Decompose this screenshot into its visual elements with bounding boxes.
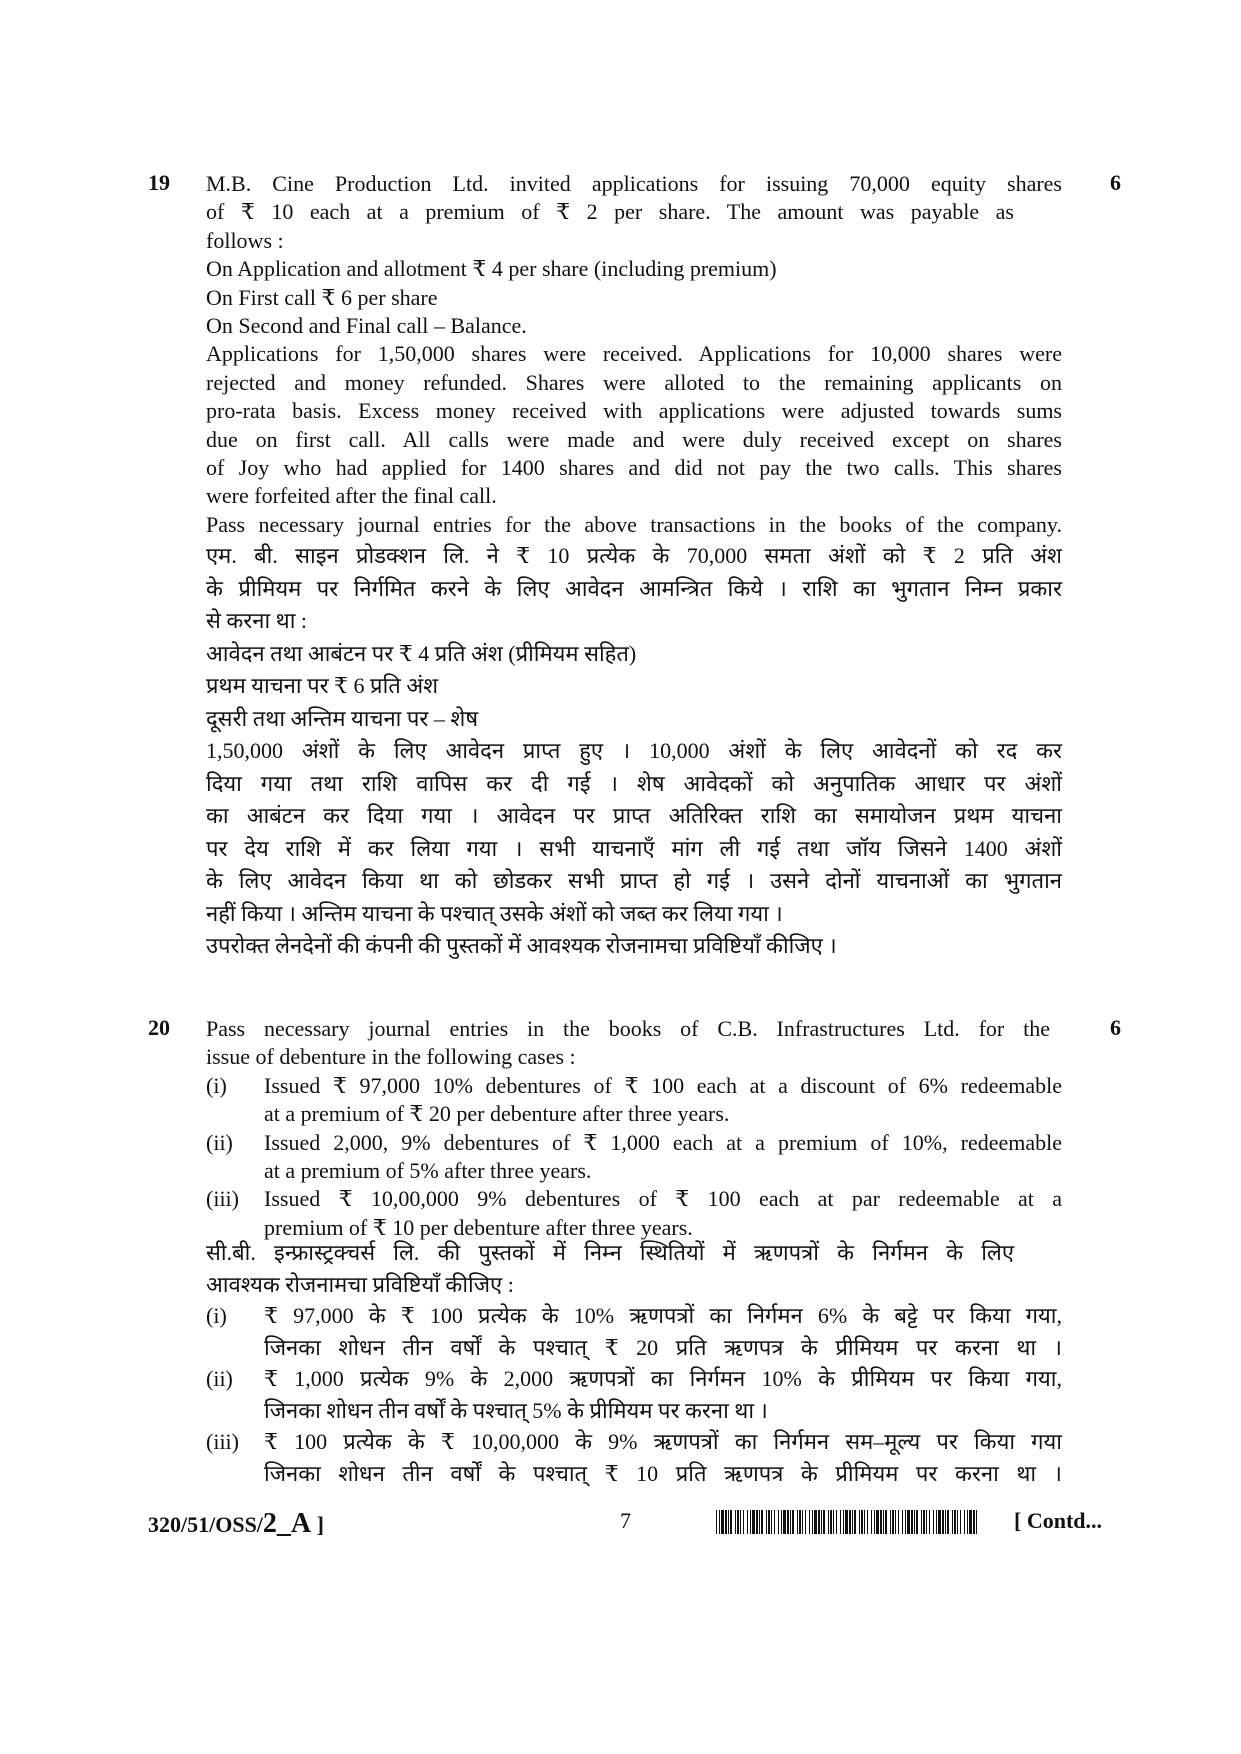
text-line: rejected and money refunded. Shares were alloted to the remaining applicants on	[206, 369, 1062, 395]
q20-hindi-text	[206, 1237, 1062, 1489]
text-line: उपरोक्त लेनदेनों की कंपनी की पुस्तकों में आवश्यक रोजनामचा प्रविष्टियाँ कीजिए ।	[206, 933, 837, 958]
text-line: का आबंटन कर दिया गया । आवेदन पर प्राप्त अतिरिक्त राशि का समायोजन प्रथम याचना	[206, 803, 1062, 828]
text-line: से करना था :	[206, 608, 308, 633]
continued-label: [ Contd...	[1014, 1508, 1103, 1533]
text-line: follows :	[206, 227, 284, 253]
q20-english-text	[206, 1015, 1062, 1242]
text-line: Pass necessary journal entries in the books of C.B. Infrastructures Ltd. for the	[206, 1016, 1050, 1041]
case-label: (iii)	[206, 1186, 239, 1212]
english-case-iii	[206, 1185, 1062, 1242]
case-label: (i)	[206, 1303, 227, 1328]
text-line: Pass necessary journal entries for the above transactions in the books of the company.	[206, 511, 1062, 537]
case-label: (iii)	[206, 1429, 239, 1454]
text-line: Issued 2,000, 9% debentures of ₹ 1,000 each at a premium of 10%, redeemable	[264, 1129, 1062, 1155]
text-line: ₹ 100 प्रत्येक के ₹ 10,00,000 के 9% ऋणपत्रों का निर्गमन सम–मूल्य पर किया गया	[264, 1429, 1062, 1454]
question-marks-19: 6	[1110, 170, 1121, 195]
question-number-19: 19	[148, 170, 170, 195]
text-line: On First call ₹ 6 per share	[206, 284, 438, 310]
text-line: premium of ₹ 10 per debenture after three years.	[264, 1214, 693, 1240]
text-line: ₹ 97,000 के ₹ 100 प्रत्येक के 10% ऋणपत्रों का निर्गमन 6% के बट्टे पर किया गया,	[264, 1303, 1062, 1328]
text-line: जिनका शोधन तीन वर्षों के पश्चात् 5% के प्रीमियम पर करना था ।	[264, 1397, 768, 1423]
text-line: ₹ 1,000 प्रत्येक 9% के 2,000 ऋणपत्रों का निर्गमन 10% के प्रीमियम पर किया गया,	[264, 1366, 1062, 1391]
text-line: के लिए आवेदन किया था को छोडकर सभी प्राप्त हो गई । उसने दोनों याचनाओं का भुगतान	[206, 868, 1062, 893]
text-line: Issued ₹ 10,00,000 9% debentures of ₹ 100 each at par redeemable at a	[264, 1186, 1062, 1212]
question-number-20: 20	[148, 1015, 170, 1040]
text-line: दूसरी तथा अन्तिम याचना पर – शेष	[206, 705, 479, 731]
hindi-case-iii	[206, 1426, 1062, 1489]
hindi-case-i	[206, 1300, 1062, 1363]
text-line: के प्रीमियम पर निर्गमित करने के लिए आवेदन आमन्त्रित किये । राशि का भुगतान निम्न प्रकार	[206, 575, 1062, 601]
text-line: Issued ₹ 97,000 10% debentures of ₹ 100 each at a discount of 6% redeemable	[264, 1072, 1062, 1098]
text-line: pro-rata basis. Excess money received with applications were adjusted towards sums	[206, 398, 1062, 424]
text-line: जिनका शोधन तीन वर्षों के पश्चात् ₹ 20 प्रति ऋणपत्र के प्रीमियम पर करना था ।	[264, 1334, 1062, 1360]
text-line: प्रथम याचना पर ₹ 6 प्रति अंश	[206, 673, 439, 698]
case-label: (i)	[206, 1072, 227, 1098]
hindi-case-ii	[206, 1363, 1062, 1426]
text-line: सी.बी. इन्फ्रास्ट्रक्चर्स लि. की पुस्तकों में निम्न स्थितियों में ऋणपत्रों के निर्गमन के लिए	[206, 1240, 1014, 1265]
text-line: आवश्यक रोजनामचा प्रविष्टियाँ कीजिए :	[206, 1271, 514, 1297]
paper-code-set: 2_A	[262, 1508, 312, 1539]
text-line: issue of debenture in the following cases :	[206, 1044, 576, 1070]
text-line: at a premium of ₹ 20 per debenture after three years.	[264, 1101, 730, 1127]
english-case-ii	[206, 1129, 1062, 1186]
text-line: जिनका शोधन तीन वर्षों के पश्चात् ₹ 10 प्रति ऋणपत्र के प्रीमियम पर करना था ।	[264, 1460, 1062, 1486]
paper-code-suffix: ]	[311, 1512, 324, 1537]
case-label: (ii)	[206, 1129, 233, 1155]
text-line: at a premium of 5% after three years.	[264, 1158, 592, 1184]
text-line: were forfeited after the final call.	[206, 483, 497, 509]
text-line: 1,50,000 अंशों के लिए आवेदन प्राप्त हुए । 10,000 अंशों के लिए आवेदनों को रद कर	[206, 738, 1062, 763]
text-line: of Joy who had applied for 1400 shares and did not pay the two calls. This shares	[206, 455, 1062, 481]
text-line: एम. बी. साइन प्रोडक्शन लि. ने ₹ 10 प्रत्येक के 70,000 समता अंशों को ₹ 2 प्रति अंश	[206, 543, 1063, 568]
text-line: On Second and Final call – Balance.	[206, 313, 527, 339]
text-line: due on first call. All calls were made and were duly received except on shares	[206, 426, 1062, 452]
q19-english-text	[206, 170, 1062, 539]
case-label: (ii)	[206, 1366, 233, 1391]
page-number: 7	[620, 1508, 631, 1533]
text-line: आवेदन तथा आबंटन पर ₹ 4 प्रति अंश (प्रीमियम सहित)	[206, 640, 637, 666]
paper-code-prefix: 320/51/OSS/	[148, 1512, 263, 1537]
text-line: of ₹ 10 each at a premium of ₹ 2 per share. The amount was payable as	[206, 199, 1014, 225]
text-line: पर देय राशि में कर लिया गया । सभी याचनाएँ मांग ली गई तथा जॉय जिसने 1400 अंशों	[206, 835, 1062, 861]
text-line: दिया गया तथा राशि वापिस कर दी गई । शेष आवेदकों को अनुपातिक आधार पर अंशों	[206, 770, 1062, 796]
barcode-icon	[716, 1510, 980, 1534]
q19-hindi-text	[206, 540, 1062, 963]
text-line: M.B. Cine Production Ltd. invited applications for issuing 70,000 equity shares	[206, 171, 1062, 196]
paper-code	[148, 1508, 324, 1540]
text-line: Applications for 1,50,000 shares were received. Applications for 10,000 shares were	[206, 341, 1062, 367]
text-line: नहीं किया । अन्तिम याचना के पश्चात् उसके अंशों को जब्त कर लिया गया ।	[206, 900, 783, 926]
english-case-i	[206, 1072, 1062, 1129]
text-line: On Application and allotment ₹ 4 per share (including premium)	[206, 256, 777, 282]
question-marks-20: 6	[1110, 1015, 1121, 1040]
